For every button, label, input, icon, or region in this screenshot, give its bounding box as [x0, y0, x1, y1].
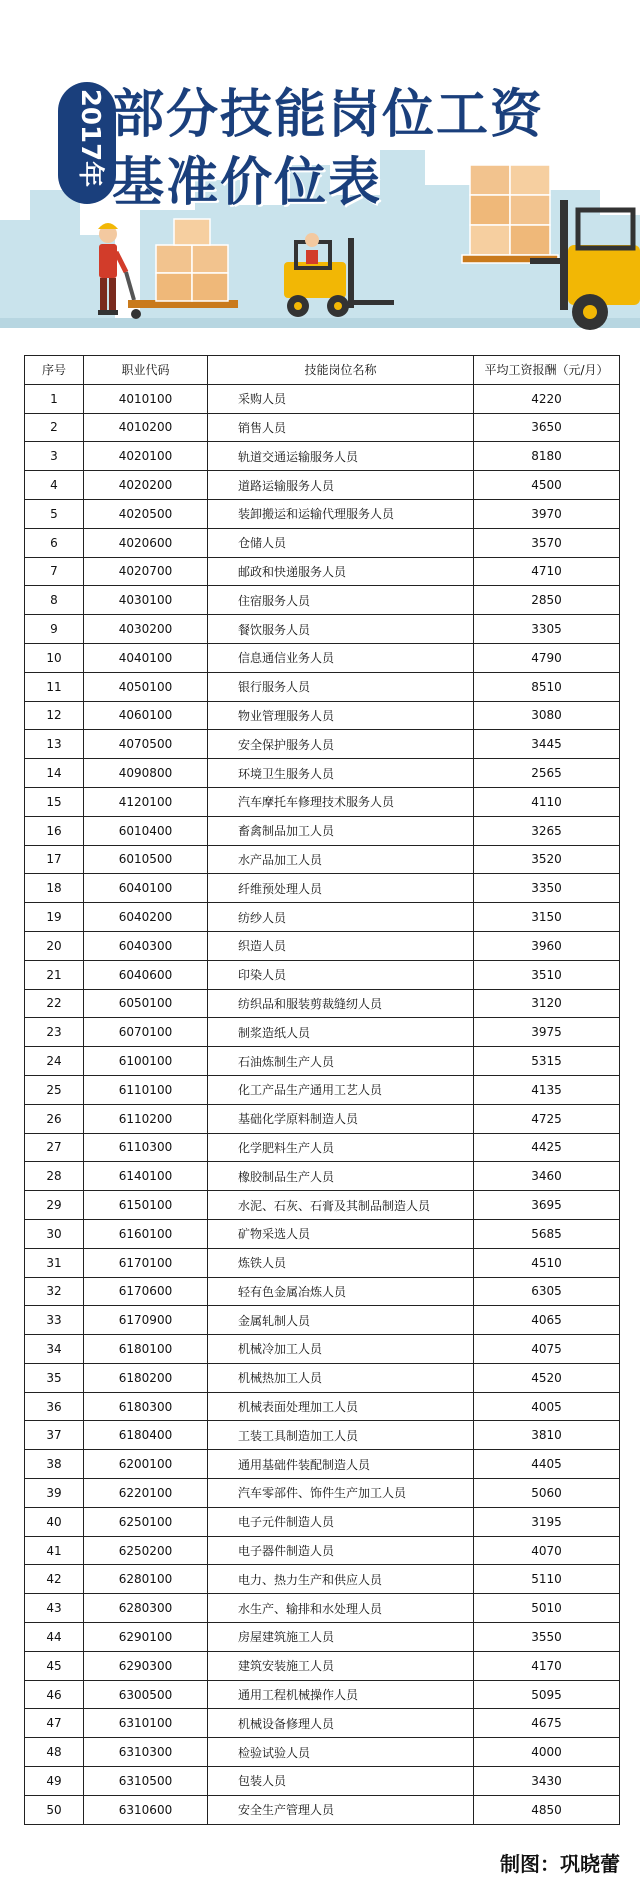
- cell-no: 27: [25, 1133, 84, 1162]
- cell-no: 24: [25, 1047, 84, 1076]
- cell-code: 4010100: [84, 384, 208, 413]
- cell-code: 4040100: [84, 643, 208, 672]
- cell-code: 6300500: [84, 1680, 208, 1709]
- cell-code: 4030200: [84, 615, 208, 644]
- table-row: [25, 1565, 620, 1594]
- cell-pay: 4520: [474, 1363, 620, 1392]
- cell-code: 6310500: [84, 1767, 208, 1796]
- cell-no: 16: [25, 816, 84, 845]
- cell-no: 10: [25, 643, 84, 672]
- table-row: [25, 1162, 620, 1191]
- cell-code: 6040200: [84, 903, 208, 932]
- table-row: [25, 557, 620, 586]
- cell-pay: 4005: [474, 1392, 620, 1421]
- cell-name: 通用工程机械操作人员: [208, 1680, 474, 1709]
- wage-table-container: [24, 355, 616, 1825]
- cell-name: 检验试验人员: [208, 1738, 474, 1767]
- table-row: [25, 816, 620, 845]
- cell-no: 19: [25, 903, 84, 932]
- cell-name: 电子器件制造人员: [208, 1536, 474, 1565]
- table-row: [25, 1335, 620, 1364]
- cell-pay: 4850: [474, 1795, 620, 1824]
- table-row: [25, 1392, 620, 1421]
- cell-code: 6140100: [84, 1162, 208, 1191]
- cell-no: 49: [25, 1767, 84, 1796]
- cell-no: 40: [25, 1507, 84, 1536]
- cell-no: 36: [25, 1392, 84, 1421]
- header-code: 职业代码: [84, 356, 208, 385]
- cell-pay: 8180: [474, 442, 620, 471]
- cell-name: 仓储人员: [208, 528, 474, 557]
- cell-no: 28: [25, 1162, 84, 1191]
- cell-no: 46: [25, 1680, 84, 1709]
- table-row: [25, 903, 620, 932]
- page-title-line1: 部分技能岗位工资: [112, 85, 545, 145]
- cell-name: 餐饮服务人员: [208, 615, 474, 644]
- page-title-line2: 基准价位表: [112, 153, 383, 213]
- cell-code: 4050100: [84, 672, 208, 701]
- cell-no: 15: [25, 787, 84, 816]
- table-row: [25, 1709, 620, 1738]
- cell-pay: 3520: [474, 845, 620, 874]
- header-name: 技能岗位名称: [208, 356, 474, 385]
- table-row: [25, 730, 620, 759]
- cell-code: 6040300: [84, 931, 208, 960]
- header-pay: 平均工资报酬（元/月）: [474, 356, 620, 385]
- cell-code: 4020600: [84, 528, 208, 557]
- cell-name: 工装工具制造加工人员: [208, 1421, 474, 1450]
- table-row: [25, 1248, 620, 1277]
- table-row: [25, 960, 620, 989]
- cell-code: 6290300: [84, 1651, 208, 1680]
- cell-code: 6040600: [84, 960, 208, 989]
- cell-name: 轨道交通运输服务人员: [208, 442, 474, 471]
- cell-no: 3: [25, 442, 84, 471]
- cell-name: 机械设备修理人员: [208, 1709, 474, 1738]
- cell-pay: 5110: [474, 1565, 620, 1594]
- cell-code: 6040100: [84, 874, 208, 903]
- cell-no: 23: [25, 1018, 84, 1047]
- table-row: [25, 787, 620, 816]
- cell-no: 37: [25, 1421, 84, 1450]
- cell-code: 6100100: [84, 1047, 208, 1076]
- cell-no: 5: [25, 499, 84, 528]
- cell-name: 销售人员: [208, 413, 474, 442]
- cell-pay: 5315: [474, 1047, 620, 1076]
- cell-no: 4: [25, 471, 84, 500]
- cell-name: 信息通信业务人员: [208, 643, 474, 672]
- cell-code: 6110100: [84, 1075, 208, 1104]
- cell-pay: 3550: [474, 1623, 620, 1652]
- cell-no: 14: [25, 759, 84, 788]
- cell-no: 30: [25, 1219, 84, 1248]
- cell-no: 41: [25, 1536, 84, 1565]
- table-row: [25, 1363, 620, 1392]
- cell-name: 机械冷加工人员: [208, 1335, 474, 1364]
- table-row: [25, 1623, 620, 1652]
- cell-no: 22: [25, 989, 84, 1018]
- cell-pay: 3975: [474, 1018, 620, 1047]
- cell-pay: 3305: [474, 615, 620, 644]
- cell-code: 6310100: [84, 1709, 208, 1738]
- large-box-stack: [462, 165, 558, 263]
- cell-name: 水产品加工人员: [208, 845, 474, 874]
- cell-code: 6310300: [84, 1738, 208, 1767]
- cell-name: 化工产品生产通用工艺人员: [208, 1075, 474, 1104]
- cell-no: 18: [25, 874, 84, 903]
- cell-pay: 4510: [474, 1248, 620, 1277]
- cell-pay: 4065: [474, 1306, 620, 1335]
- cell-pay: 3695: [474, 1191, 620, 1220]
- table-row: [25, 384, 620, 413]
- cell-pay: 2850: [474, 586, 620, 615]
- cell-no: 8: [25, 586, 84, 615]
- cell-name: 电子元件制造人员: [208, 1507, 474, 1536]
- cell-no: 48: [25, 1738, 84, 1767]
- cell-code: 6150100: [84, 1191, 208, 1220]
- cell-pay: 2565: [474, 759, 620, 788]
- cell-code: 6170600: [84, 1277, 208, 1306]
- cell-code: 6310600: [84, 1795, 208, 1824]
- cell-pay: 5685: [474, 1219, 620, 1248]
- cell-pay: 3810: [474, 1421, 620, 1450]
- cell-pay: 3970: [474, 499, 620, 528]
- cell-pay: 4110: [474, 787, 620, 816]
- cell-code: 6110200: [84, 1104, 208, 1133]
- cell-code: 6050100: [84, 989, 208, 1018]
- cell-no: 29: [25, 1191, 84, 1220]
- cell-pay: 3080: [474, 701, 620, 730]
- cell-no: 20: [25, 931, 84, 960]
- table-row: [25, 1795, 620, 1824]
- cell-name: 机械热加工人员: [208, 1363, 474, 1392]
- cell-pay: 3960: [474, 931, 620, 960]
- cell-code: 6110300: [84, 1133, 208, 1162]
- cell-no: 25: [25, 1075, 84, 1104]
- table-row: [25, 1191, 620, 1220]
- cell-code: 4090800: [84, 759, 208, 788]
- cell-no: 17: [25, 845, 84, 874]
- cell-name: 机械表面处理加工人员: [208, 1392, 474, 1421]
- table-row: [25, 931, 620, 960]
- table-row: [25, 1594, 620, 1623]
- table-row: [25, 528, 620, 557]
- cell-name: 银行服务人员: [208, 672, 474, 701]
- cell-no: 11: [25, 672, 84, 701]
- table-row: [25, 1479, 620, 1508]
- cell-name: 制浆造纸人员: [208, 1018, 474, 1047]
- cell-no: 35: [25, 1363, 84, 1392]
- cell-no: 45: [25, 1651, 84, 1680]
- cell-pay: 4075: [474, 1335, 620, 1364]
- cell-name: 建筑安装施工人员: [208, 1651, 474, 1680]
- cell-code: 6170900: [84, 1306, 208, 1335]
- cell-name: 纺织品和服装剪裁缝纫人员: [208, 989, 474, 1018]
- cell-name: 纤维预处理人员: [208, 874, 474, 903]
- table-row: [25, 643, 620, 672]
- cell-no: 1: [25, 384, 84, 413]
- cell-code: 4120100: [84, 787, 208, 816]
- cell-pay: 5010: [474, 1594, 620, 1623]
- cell-pay: 3265: [474, 816, 620, 845]
- table-row: [25, 1277, 620, 1306]
- cell-code: 6280300: [84, 1594, 208, 1623]
- cell-name: 水泥、石灰、石膏及其制品制造人员: [208, 1191, 474, 1220]
- cell-pay: 4725: [474, 1104, 620, 1133]
- cell-name: 织造人员: [208, 931, 474, 960]
- cell-pay: 4220: [474, 384, 620, 413]
- cell-name: 装卸搬运和运输代理服务人员: [208, 499, 474, 528]
- cell-no: 7: [25, 557, 84, 586]
- table-header-row: [25, 356, 620, 385]
- cell-no: 33: [25, 1306, 84, 1335]
- cell-no: 26: [25, 1104, 84, 1133]
- table-row: [25, 1047, 620, 1076]
- table-row: [25, 1767, 620, 1796]
- table-row: [25, 471, 620, 500]
- table-row: [25, 845, 620, 874]
- header-no: 序号: [25, 356, 84, 385]
- cell-code: 6160100: [84, 1219, 208, 1248]
- cell-code: 6180400: [84, 1421, 208, 1450]
- cell-no: 42: [25, 1565, 84, 1594]
- table-row: [25, 1306, 620, 1335]
- table-row: [25, 701, 620, 730]
- table-row: [25, 1536, 620, 1565]
- cell-code: 6200100: [84, 1450, 208, 1479]
- cell-code: 4020500: [84, 499, 208, 528]
- cell-code: 4020700: [84, 557, 208, 586]
- cell-code: 6220100: [84, 1479, 208, 1508]
- cell-no: 50: [25, 1795, 84, 1824]
- cell-code: 6070100: [84, 1018, 208, 1047]
- table-row: [25, 1018, 620, 1047]
- cell-name: 炼铁人员: [208, 1248, 474, 1277]
- cell-pay: 3510: [474, 960, 620, 989]
- cell-pay: 4070: [474, 1536, 620, 1565]
- cell-code: 6180200: [84, 1363, 208, 1392]
- table-row: [25, 413, 620, 442]
- cell-code: 6280100: [84, 1565, 208, 1594]
- credit-text: 制图：巩晓蕾: [500, 1852, 620, 1876]
- cell-code: 4020100: [84, 442, 208, 471]
- cell-code: 4010200: [84, 413, 208, 442]
- cell-pay: 3195: [474, 1507, 620, 1536]
- cell-pay: 6305: [474, 1277, 620, 1306]
- cell-name: 道路运输服务人员: [208, 471, 474, 500]
- table-row: [25, 1450, 620, 1479]
- cell-pay: 3350: [474, 874, 620, 903]
- cell-code: 6290100: [84, 1623, 208, 1652]
- table-row: [25, 989, 620, 1018]
- table-row: [25, 1738, 620, 1767]
- cell-no: 12: [25, 701, 84, 730]
- cell-no: 21: [25, 960, 84, 989]
- cell-pay: 4425: [474, 1133, 620, 1162]
- cell-name: 物业管理服务人员: [208, 701, 474, 730]
- cell-pay: 5095: [474, 1680, 620, 1709]
- cell-pay: 3650: [474, 413, 620, 442]
- cell-code: 6250100: [84, 1507, 208, 1536]
- cell-name: 邮政和快递服务人员: [208, 557, 474, 586]
- cell-code: 6250200: [84, 1536, 208, 1565]
- cell-pay: 3120: [474, 989, 620, 1018]
- cell-name: 汽车摩托车修理技术服务人员: [208, 787, 474, 816]
- table-row: [25, 1075, 620, 1104]
- cell-pay: 3460: [474, 1162, 620, 1191]
- cell-name: 水生产、输排和水处理人员: [208, 1594, 474, 1623]
- year-badge-text: 2017年: [75, 88, 105, 188]
- table-row: [25, 615, 620, 644]
- cell-no: 9: [25, 615, 84, 644]
- cell-pay: 3150: [474, 903, 620, 932]
- table-row: [25, 586, 620, 615]
- cell-name: 金属轧制人员: [208, 1306, 474, 1335]
- cell-pay: 4000: [474, 1738, 620, 1767]
- cell-name: 畜禽制品加工人员: [208, 816, 474, 845]
- cell-name: 矿物采选人员: [208, 1219, 474, 1248]
- cell-pay: 3570: [474, 528, 620, 557]
- cell-name: 轻有色金属冶炼人员: [208, 1277, 474, 1306]
- table-row: [25, 1219, 620, 1248]
- header-banner: [0, 0, 640, 345]
- cell-code: 4060100: [84, 701, 208, 730]
- cell-pay: 4500: [474, 471, 620, 500]
- cell-pay: 4135: [474, 1075, 620, 1104]
- cell-name: 石油炼制生产人员: [208, 1047, 474, 1076]
- cell-no: 6: [25, 528, 84, 557]
- cell-name: 基础化学原料制造人员: [208, 1104, 474, 1133]
- cell-code: 6010500: [84, 845, 208, 874]
- cell-name: 采购人员: [208, 384, 474, 413]
- table-row: [25, 1104, 620, 1133]
- cell-code: 6170100: [84, 1248, 208, 1277]
- cell-name: 安全生产管理人员: [208, 1795, 474, 1824]
- table-row: [25, 1133, 620, 1162]
- cell-pay: 3430: [474, 1767, 620, 1796]
- table-body: [25, 384, 620, 1824]
- wage-table: [24, 355, 620, 1825]
- table-row: [25, 499, 620, 528]
- cell-no: 44: [25, 1623, 84, 1652]
- table-row: [25, 1421, 620, 1450]
- table-row: [25, 1507, 620, 1536]
- cell-name: 房屋建筑施工人员: [208, 1623, 474, 1652]
- cell-pay: 4675: [474, 1709, 620, 1738]
- cell-name: 电力、热力生产和供应人员: [208, 1565, 474, 1594]
- cell-pay: 4170: [474, 1651, 620, 1680]
- cell-pay: 5060: [474, 1479, 620, 1508]
- table-row: [25, 759, 620, 788]
- cell-pay: 4710: [474, 557, 620, 586]
- cell-name: 安全保护服务人员: [208, 730, 474, 759]
- cell-no: 43: [25, 1594, 84, 1623]
- cell-no: 2: [25, 413, 84, 442]
- cell-name: 化学肥料生产人员: [208, 1133, 474, 1162]
- cell-code: 4030100: [84, 586, 208, 615]
- cell-pay: 4405: [474, 1450, 620, 1479]
- cell-name: 住宿服务人员: [208, 586, 474, 615]
- cell-code: 6180300: [84, 1392, 208, 1421]
- cell-name: 橡胶制品生产人员: [208, 1162, 474, 1191]
- table-row: [25, 874, 620, 903]
- cell-name: 包装人员: [208, 1767, 474, 1796]
- cell-no: 34: [25, 1335, 84, 1364]
- cell-code: 6010400: [84, 816, 208, 845]
- table-row: [25, 1651, 620, 1680]
- cell-code: 4070500: [84, 730, 208, 759]
- cell-name: 纺纱人员: [208, 903, 474, 932]
- cell-no: 39: [25, 1479, 84, 1508]
- table-row: [25, 672, 620, 701]
- cell-code: 4020200: [84, 471, 208, 500]
- cell-no: 31: [25, 1248, 84, 1277]
- cell-name: 通用基础件装配制造人员: [208, 1450, 474, 1479]
- cell-no: 13: [25, 730, 84, 759]
- cell-pay: 8510: [474, 672, 620, 701]
- cell-no: 47: [25, 1709, 84, 1738]
- cell-no: 32: [25, 1277, 84, 1306]
- cell-pay: 4790: [474, 643, 620, 672]
- cell-no: 38: [25, 1450, 84, 1479]
- table-row: [25, 1680, 620, 1709]
- cell-name: 汽车零部件、饰件生产加工人员: [208, 1479, 474, 1508]
- cell-name: 印染人员: [208, 960, 474, 989]
- cell-pay: 3445: [474, 730, 620, 759]
- cell-code: 6180100: [84, 1335, 208, 1364]
- table-row: [25, 442, 620, 471]
- cell-name: 环境卫生服务人员: [208, 759, 474, 788]
